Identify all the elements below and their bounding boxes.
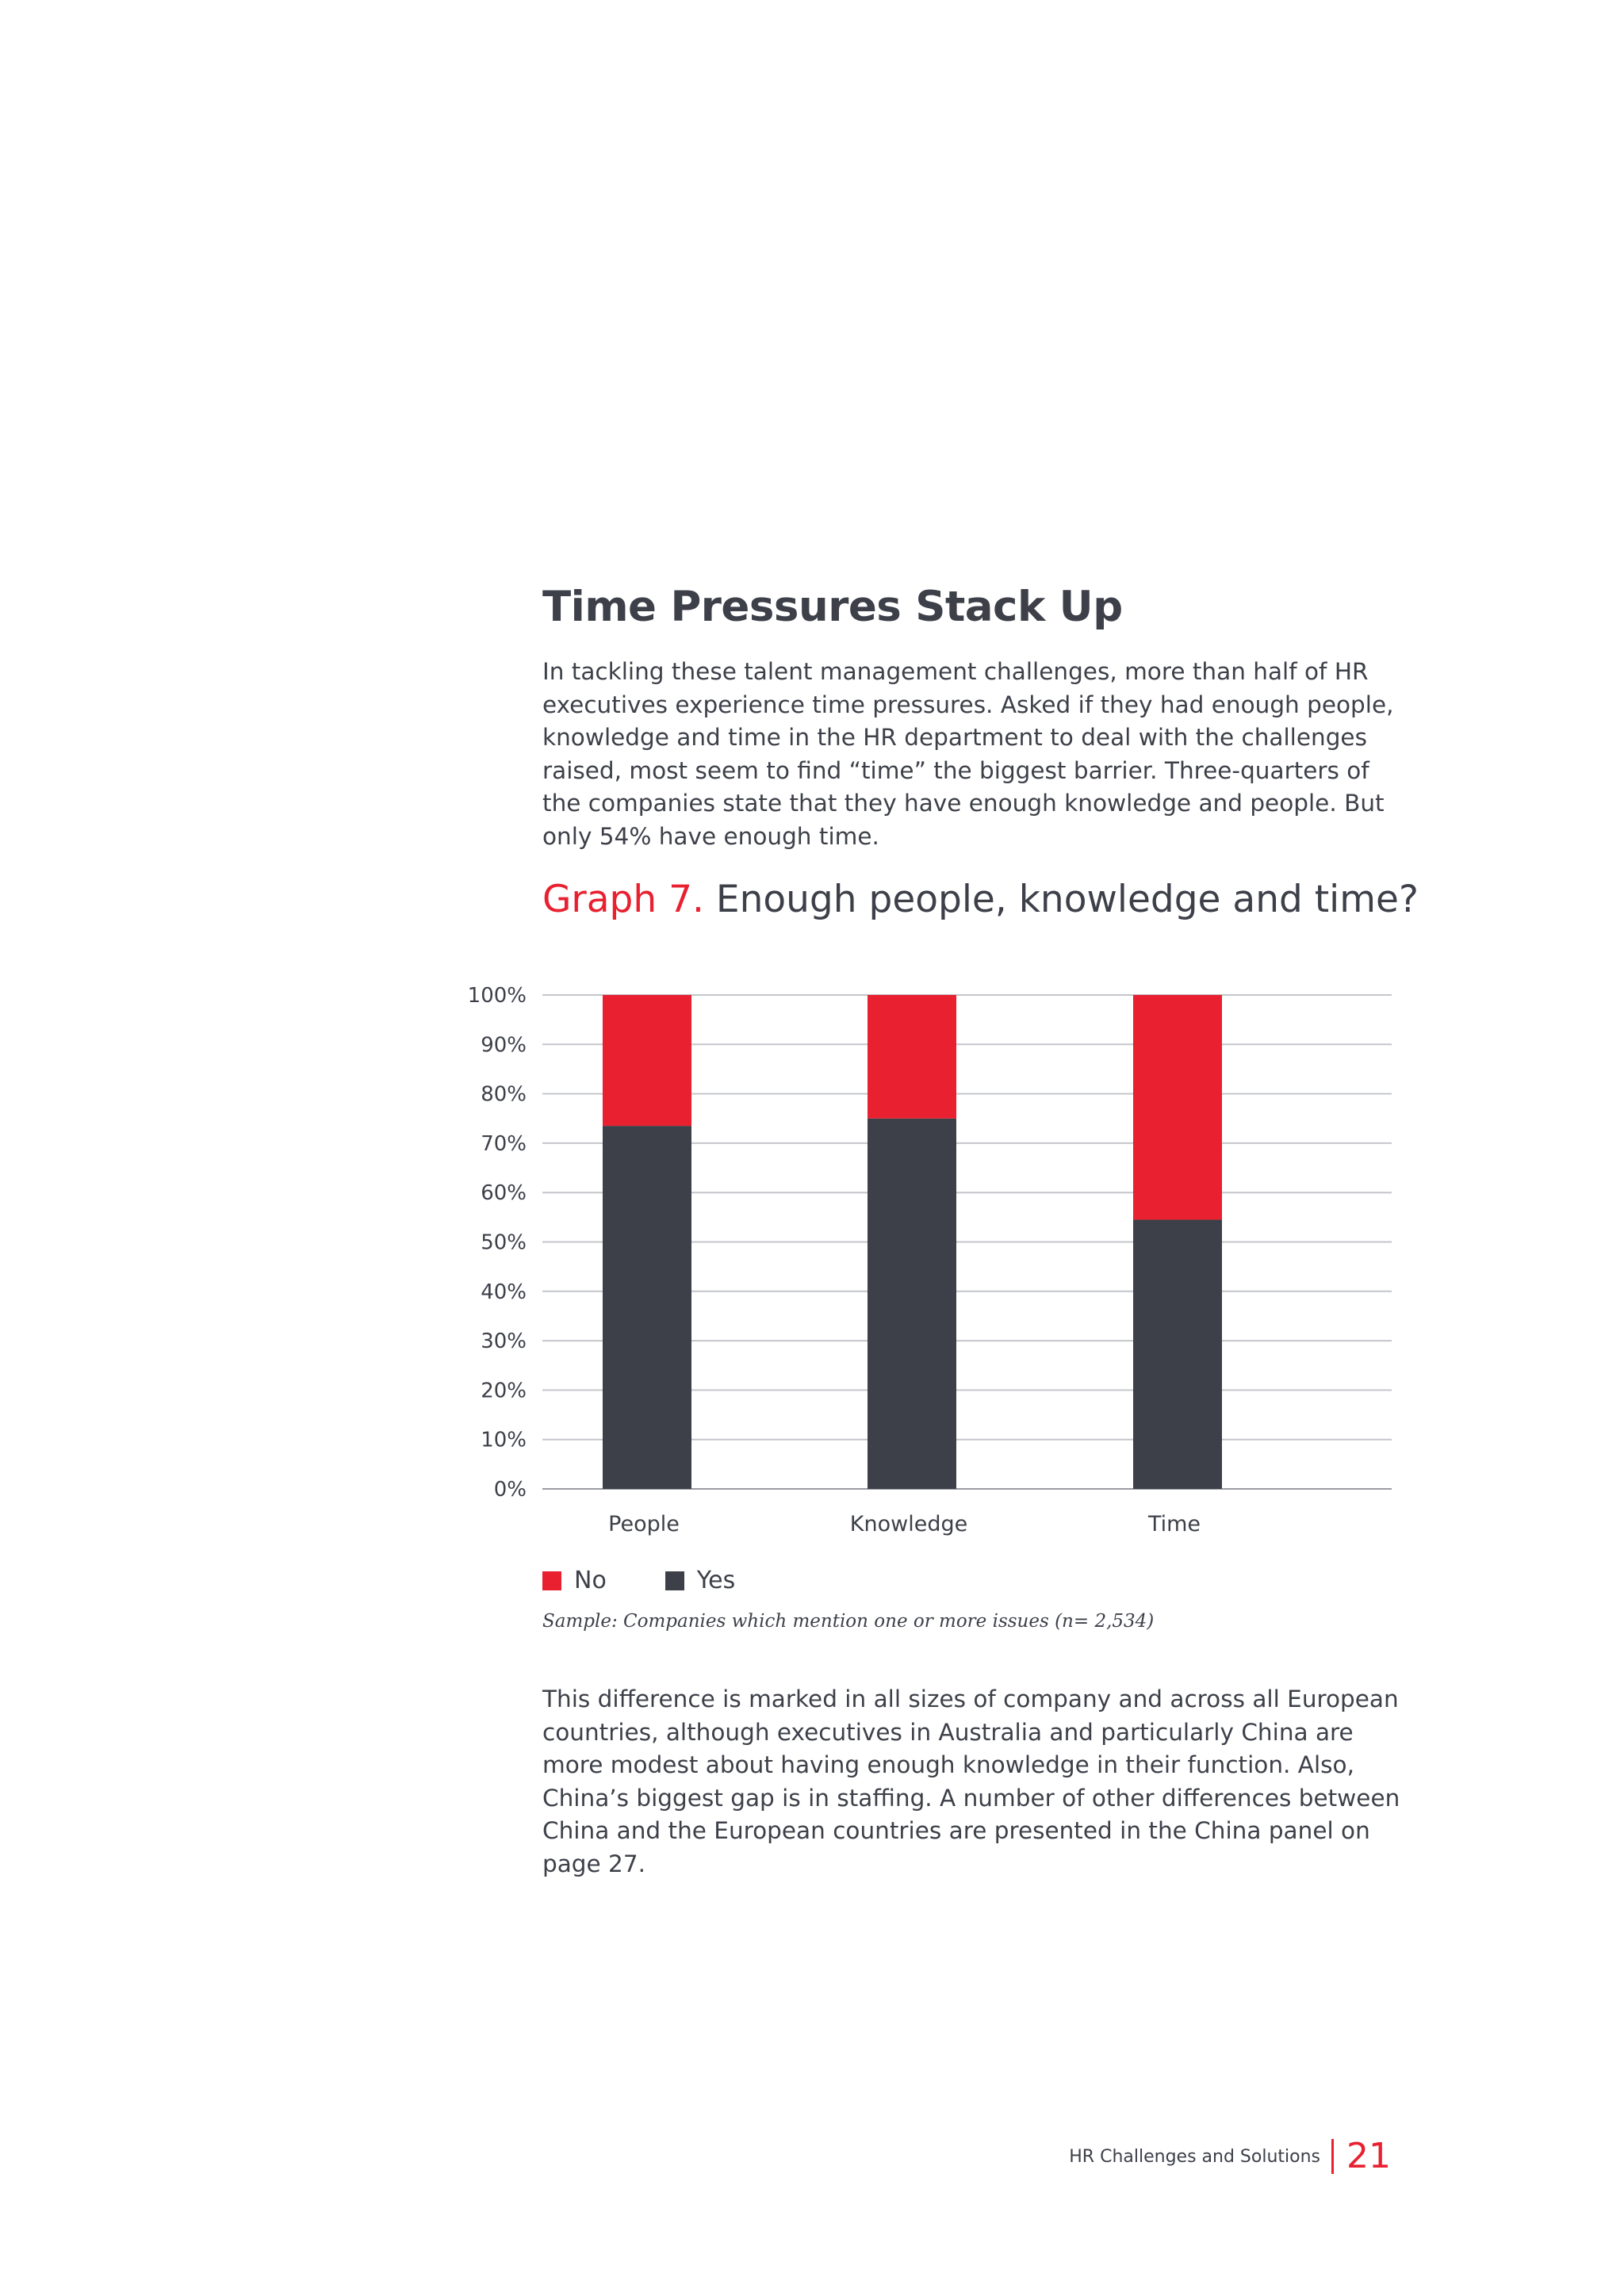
bar-yes-knowledge — [868, 1119, 956, 1489]
y-tick-label: 30% — [481, 1330, 527, 1354]
legend-item-no — [542, 1567, 607, 1594]
page-number: 21 — [1346, 2136, 1391, 2176]
footer-divider — [1331, 2139, 1334, 2174]
bar-yes-people — [603, 1126, 691, 1489]
graph-heading — [542, 878, 1419, 921]
sample-note: Sample: Companies which mention one or more issues (n= 2,534) — [542, 1611, 1155, 1632]
y-tick-label: 20% — [481, 1379, 527, 1403]
graph-number-label: Graph 7. — [542, 878, 704, 921]
legend-swatch-no — [542, 1571, 561, 1590]
footer-title: HR Challenges and Solutions — [1069, 2146, 1320, 2167]
y-tick-label: 80% — [481, 1082, 527, 1107]
y-tick-label: 100% — [467, 984, 527, 1008]
legend-label-yes: Yes — [696, 1567, 736, 1594]
y-tick-label: 0% — [493, 1478, 527, 1502]
section-title: Time Pressures Stack Up — [542, 583, 1123, 631]
body-paragraph: This difference is marked in all sizes of company and across all European countries, although executives in Australia and particularly China are more modest about having enough knowledge in their function. Also, China’s biggest gap is in staffing. A number of other differences between China and the European countries are presented in the China panel on page 27. — [542, 1686, 1400, 1877]
graph-title: Enough people, knowledge and time? — [715, 878, 1419, 921]
x-category-label: Knowledge — [849, 1512, 968, 1536]
y-tick-label: 90% — [481, 1033, 527, 1058]
intro-paragraph: In tackling these talent management challenges, more than half of HR executives experience time pressures. Asked if they had enough people, knowledge and time in the HR department to deal with the challenges raised, most seem to find “time” the biggest barrier. Three-quarters of the companies state that they have enough knowledge and people. But only 54% have enough time. — [542, 658, 1394, 850]
chart-legend — [542, 1567, 794, 1594]
y-tick-label: 10% — [481, 1428, 527, 1452]
bar-no-people — [603, 995, 691, 1126]
legend-label-no: No — [574, 1567, 607, 1594]
bar-no-knowledge — [868, 995, 956, 1119]
legend-item-yes — [665, 1567, 735, 1594]
bar-no-time — [1133, 995, 1222, 1219]
y-tick-label: 60% — [481, 1181, 527, 1206]
y-tick-label: 40% — [481, 1280, 527, 1304]
y-tick-label: 70% — [481, 1131, 527, 1156]
stacked-bar-chart — [428, 975, 1419, 1562]
x-category-label: Time — [1147, 1512, 1201, 1536]
bar-yes-time — [1133, 1219, 1222, 1489]
legend-swatch-yes — [665, 1571, 684, 1590]
x-category-label: People — [608, 1512, 680, 1536]
y-tick-label: 50% — [481, 1230, 527, 1255]
page-footer — [1069, 2136, 1391, 2176]
